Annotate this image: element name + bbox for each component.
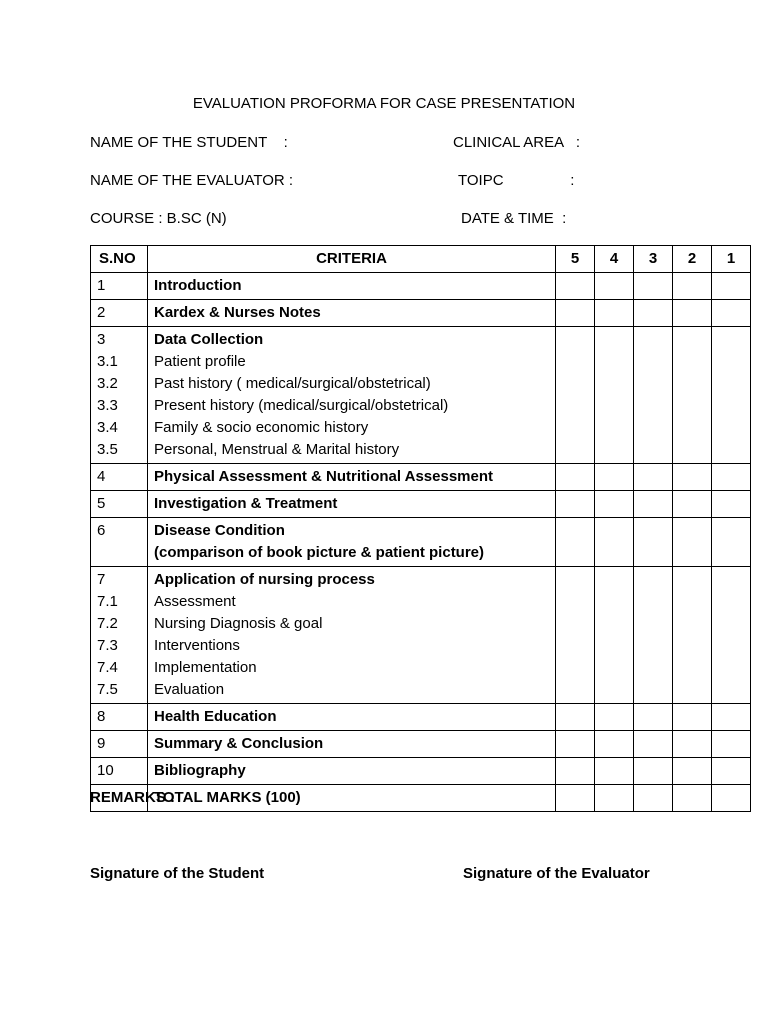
score-1-cell[interactable]	[712, 491, 751, 518]
score-3-cell[interactable]	[634, 518, 673, 567]
criteria-cell	[148, 758, 556, 785]
score-2-cell[interactable]	[673, 464, 712, 491]
score-5-cell[interactable]	[556, 518, 595, 567]
score-4-cell[interactable]	[595, 785, 634, 812]
score-3-cell[interactable]	[634, 491, 673, 518]
score-5-cell[interactable]	[556, 704, 595, 731]
clinical-area-label: CLINICAL AREA :	[453, 134, 580, 151]
sno-cell	[91, 491, 148, 518]
score-4-cell[interactable]	[595, 327, 634, 464]
score-5-header: 5	[556, 246, 595, 273]
sno-text: 7.1	[97, 593, 118, 610]
table-row	[91, 491, 751, 518]
score-4-cell[interactable]	[595, 464, 634, 491]
sno-text: 8	[97, 708, 106, 725]
score-1-cell[interactable]	[712, 273, 751, 300]
criteria-subitem: Implementation	[154, 659, 257, 676]
score-2-cell[interactable]	[673, 273, 712, 300]
sno-text: 7.2	[97, 615, 118, 632]
sno-text: 4	[97, 468, 106, 485]
score-2-cell[interactable]	[673, 300, 712, 327]
score-4-header: 4	[595, 246, 634, 273]
criteria-heading: Data Collection	[154, 331, 264, 348]
criteria-header: CRITERIA	[148, 246, 556, 273]
sno-text: 3.1	[97, 353, 118, 370]
sno-text: 6	[97, 522, 106, 539]
student-signature-label: Signature of the Student	[90, 865, 265, 882]
evaluation-table	[90, 245, 751, 812]
score-1-cell[interactable]	[712, 464, 751, 491]
criteria-subitem: (comparison of book picture & patient picture)	[154, 544, 485, 561]
score-2-cell[interactable]	[673, 704, 712, 731]
sno-text: 3.3	[97, 397, 118, 414]
student-name-label: NAME OF THE STUDENT :	[90, 134, 288, 151]
sno-cell	[91, 464, 148, 491]
table-row	[91, 567, 751, 704]
criteria-cell	[148, 300, 556, 327]
score-3-cell[interactable]	[634, 731, 673, 758]
criteria-heading: Summary & Conclusion	[154, 735, 324, 752]
criteria-heading: Investigation & Treatment	[154, 495, 338, 512]
score-3-cell[interactable]	[634, 704, 673, 731]
criteria-heading: Application of nursing process	[154, 571, 375, 588]
table-row	[91, 300, 751, 327]
sno-cell	[91, 273, 148, 300]
score-5-cell[interactable]	[556, 327, 595, 464]
score-5-cell[interactable]	[556, 273, 595, 300]
criteria-subitem: Personal, Menstrual & Marital history	[154, 441, 400, 458]
score-2-cell[interactable]	[673, 327, 712, 464]
criteria-subitem: Present history (medical/surgical/obstetrical)	[154, 397, 449, 414]
score-4-cell[interactable]	[595, 300, 634, 327]
sno-cell	[91, 327, 148, 464]
score-5-cell[interactable]	[556, 758, 595, 785]
evaluator-signature-label: Signature of the Evaluator	[463, 865, 650, 882]
sno-header: S.NO	[91, 246, 148, 273]
sno-cell	[91, 758, 148, 785]
score-2-cell[interactable]	[673, 731, 712, 758]
criteria-heading: Disease Condition	[154, 522, 285, 539]
course-label: COURSE : B.SC (N)	[90, 210, 227, 227]
table-row	[91, 785, 751, 812]
score-5-cell[interactable]	[556, 300, 595, 327]
score-5-cell[interactable]	[556, 567, 595, 704]
criteria-cell	[148, 567, 556, 704]
table-row	[91, 704, 751, 731]
date-time-label: DATE & TIME :	[461, 210, 567, 227]
sno-text: 7	[97, 571, 106, 588]
score-3-cell[interactable]	[634, 567, 673, 704]
table-row	[91, 758, 751, 785]
score-1-cell[interactable]	[712, 300, 751, 327]
score-4-cell[interactable]	[595, 491, 634, 518]
score-5-cell[interactable]	[556, 731, 595, 758]
table-row	[91, 327, 751, 464]
score-4-cell[interactable]	[595, 731, 634, 758]
criteria-subitem: Family & socio economic history	[154, 419, 369, 436]
score-3-cell[interactable]	[634, 785, 673, 812]
score-3-cell[interactable]	[634, 327, 673, 464]
score-5-cell[interactable]	[556, 785, 595, 812]
criteria-cell	[148, 327, 556, 464]
score-1-cell[interactable]	[712, 785, 751, 812]
score-2-cell[interactable]	[673, 567, 712, 704]
sno-cell	[91, 300, 148, 327]
sno-text: 1	[97, 277, 106, 294]
score-3-cell[interactable]	[634, 300, 673, 327]
document-title: EVALUATION PROFORMA FOR CASE PRESENTATION	[192, 95, 576, 112]
toipc-label: TOIPC :	[458, 172, 575, 189]
score-2-cell[interactable]	[673, 785, 712, 812]
table-row	[91, 464, 751, 491]
score-2-cell[interactable]	[673, 518, 712, 567]
score-1-cell[interactable]	[712, 518, 751, 567]
criteria-cell	[148, 518, 556, 567]
score-4-cell[interactable]	[595, 567, 634, 704]
table-body	[91, 273, 751, 812]
score-4-cell[interactable]	[595, 273, 634, 300]
criteria-heading: Physical Assessment & Nutritional Assessment	[154, 468, 494, 485]
criteria-subitem: Interventions	[154, 637, 240, 654]
score-5-cell[interactable]	[556, 464, 595, 491]
score-4-cell[interactable]	[595, 704, 634, 731]
score-1-cell[interactable]	[712, 327, 751, 464]
criteria-heading: Bibliography	[154, 762, 246, 779]
criteria-cell	[148, 704, 556, 731]
table-row	[91, 273, 751, 300]
table-row	[91, 518, 751, 567]
sno-text: 10	[97, 762, 114, 779]
score-2-cell[interactable]	[673, 758, 712, 785]
score-1-cell[interactable]	[712, 704, 751, 731]
score-4-cell[interactable]	[595, 518, 634, 567]
score-1-cell[interactable]	[712, 758, 751, 785]
criteria-heading: Kardex & Nurses Notes	[154, 304, 321, 321]
score-3-cell[interactable]	[634, 464, 673, 491]
criteria-heading: Health Education	[154, 708, 277, 725]
criteria-subitem: Assessment	[154, 593, 236, 610]
table-header-row	[91, 246, 751, 273]
score-3-cell[interactable]	[634, 273, 673, 300]
evaluator-name-label: NAME OF THE EVALUATOR :	[90, 172, 294, 189]
criteria-cell	[148, 731, 556, 758]
criteria-cell	[148, 785, 556, 812]
score-2-header: 2	[673, 246, 712, 273]
score-1-cell[interactable]	[712, 567, 751, 704]
sno-text: 3.2	[97, 375, 118, 392]
sno-text: 5	[97, 495, 106, 512]
score-1-cell[interactable]	[712, 731, 751, 758]
sno-cell	[91, 731, 148, 758]
sno-cell	[91, 567, 148, 704]
remarks-label: REMARKS :	[90, 789, 175, 806]
criteria-subitem: Past history ( medical/surgical/obstetrical)	[154, 375, 431, 392]
criteria-subitem: Evaluation	[154, 681, 225, 698]
sno-text: 9	[97, 735, 106, 752]
sno-text: 2	[97, 304, 106, 321]
sno-text: 3.5	[97, 441, 118, 458]
score-4-cell[interactable]	[595, 758, 634, 785]
score-3-cell[interactable]	[634, 758, 673, 785]
score-1-header: 1	[712, 246, 751, 273]
criteria-heading: Introduction	[154, 277, 242, 294]
sno-text: 3	[97, 331, 106, 348]
criteria-cell	[148, 491, 556, 518]
sno-cell	[91, 518, 148, 567]
criteria-cell	[148, 273, 556, 300]
score-3-header: 3	[634, 246, 673, 273]
sno-cell	[91, 704, 148, 731]
criteria-cell	[148, 464, 556, 491]
sno-text: 7.4	[97, 659, 118, 676]
criteria-heading: TOTAL MARKS (100)	[154, 789, 301, 806]
score-2-cell[interactable]	[673, 491, 712, 518]
score-5-cell[interactable]	[556, 491, 595, 518]
table-row	[91, 731, 751, 758]
sno-text: 7.5	[97, 681, 118, 698]
criteria-subitem: Nursing Diagnosis & goal	[154, 615, 323, 632]
criteria-subitem: Patient profile	[154, 353, 246, 370]
sno-text: 7.3	[97, 637, 118, 654]
sno-text: 3.4	[97, 419, 118, 436]
